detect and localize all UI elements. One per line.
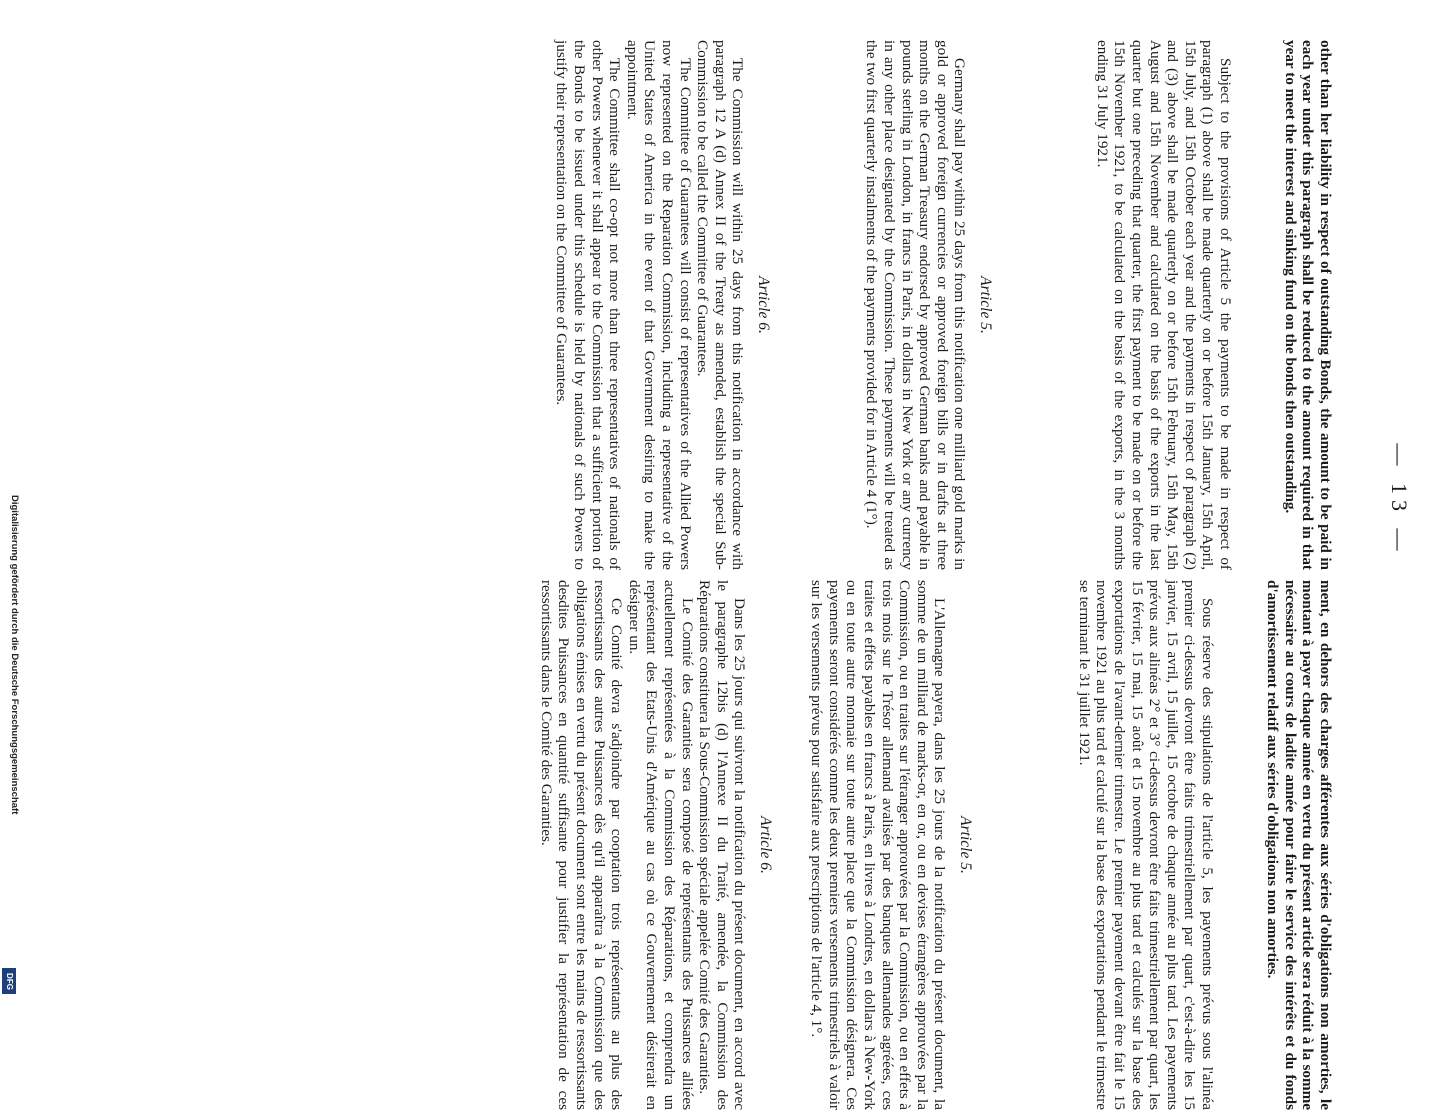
- english-intro-paragraph: other than her liability in respect of outstanding Bonds, the amount to be paid in each year under this paragraph shall be reduced to the amount required in that year to meet the interest and sinking fund on the bonds then outstanding.: [1281, 40, 1334, 570]
- digitization-credit: Digitalisierung gefördert durch die Deutsche Forschungsgemeinschaft: [9, 495, 20, 815]
- french-article6-paragraph-3: Ce Comité devra s'adjoindre par cooptation trois représentants au plus des ressortissants des autres Puissances dès qu'il apparaîtra à la Commission que des obligations émises en vertu du présent document sont entre les mains de ressortissants desdites Puissances en quantité suffisante pour justifier la représentation de ces ressortissants dans le Comité des Garanties.: [537, 580, 626, 1110]
- french-sous-paragraph: Sous réserve des stipulations de l'article 5, les payements prévus sous l'alinéa premier ci-dessus devront être faits trimestriellement par quart, c'est-à-dire les 15 janvier, 15 avril, 15 juillet, 15 octobre de chaque année au plus tard. Les payements prévus aux alinéas 2° et 3° ci-dessus devront être faits trimestriellement par quart, les 15 février, 15 mai, 15 août et 15 novembre au plus tard et calculés sur la base des exportations de l'avant-dernier trimestre. Le premier payement devant être fait le 15 novembre 1921 au plus tard et calculé sur la base des exportations pendant le trimestre se terminant le 31 juillet 1921.: [1075, 580, 1216, 1110]
- page-number: — 13 —: [1387, 443, 1412, 557]
- french-article5-title: Article 5.: [957, 816, 974, 874]
- english-article5-block: [863, 40, 994, 570]
- english-article6-block: [553, 40, 772, 570]
- dfg-logo-text: DFG: [4, 972, 14, 990]
- english-subject-block: [1093, 40, 1234, 570]
- english-intro-block: [1281, 40, 1334, 570]
- french-article6-block: [537, 580, 774, 1110]
- french-intro-block: [1264, 580, 1334, 1110]
- french-sous-block: [1075, 580, 1216, 1110]
- french-article6-title: Article 6.: [757, 816, 774, 874]
- english-article6-title: Article 6.: [755, 276, 772, 334]
- french-intro-paragraph: ment, en dehors des charges afférentes aux séries d'obligations non amorties, le montant à payer chaque année en vertu du présent article sera réduit à la somme nécessaire au cours de ladite année pour faire le service des intérêts et du fonds d'amortissement relatif aux séries d'obligations non amorties.: [1264, 580, 1334, 1110]
- english-article6-paragraph-1: The Commission will within 25 days from this notification in accordance with paragraph 12 A (d) Annex II of the Treaty as amended, establish the special Sub-Commission to be called the Committee of Guarantees.: [694, 40, 747, 570]
- french-article5-block: [808, 580, 974, 1110]
- english-article5-title: Article 5.: [977, 276, 994, 334]
- french-article6-paragraph-1: Dans les 25 jours qui suivront la notification du présent document, en accord avec le paragraphe 12bis (d) l'Annexe II du Traité, amendée, la Commission des Réparations constituera la Sous-Commission spéciale appelée Comité des Garanties.: [696, 580, 749, 1110]
- french-article5-paragraph: L'Allemagne payera, dans les 25 jours de la notification du présent document, la somme de un milliard de marks-or, en or, ou en devises étrangères approuvées par la Commission, ou en traites sur l'étranger approuvées par la Commission, ou en effets à trois mois sur le Trésor allemand avalisés par des banques allemandes agréées, ces traites et effets payables en francs à Paris, en livres à Londres, en dollars à New-York ou en toute autre monnaie sur toute autre place que la Commission désignera. Ces payements seront considérés comme les deux premiers versements trimestriels à valoir sur les versements prévus pour satisfaire aux prescriptions de l'article 4, 1°.: [808, 580, 949, 1110]
- english-subject-paragraph: Subject to the provisions of Article 5 the payments to be made in respect of paragraph (1) above shall be made quarterly on or before 15th January, 15th April, 15th July, and 15th October each year and the payments in respect of paragraph (2) and (3) above shall be made quarterly on or before 15th February, 15th May, 15th August and 15th November and calculated on the basis of the exports in the last quarter but one preceding that quarter, the first payment to be made on or before the 15th November 1921, to be calculated on the basis of the exports, in the 3 months ending 31 July 1921.: [1093, 40, 1234, 570]
- english-article5-paragraph: Germany shall pay within 25 days from this notification one milliard gold marks in gold or approved foreign currencies or approved foreign bills or in drafts at three months on the German Treasury endorsed by approved German banks and payable in pounds sterling in London, in francs in Paris, in dollars in New York or any currency in any other place designated by the Commission. These payments will be treated as the two first quarterly instalments of the payments provided for in Article 4 (1°).: [863, 40, 969, 570]
- french-article6-paragraph-2: Le Comité des Garanties sera composé de représentants des Puissances alliées actuellement représentées à la Commission des Réparations, et comprendra un représentant des Etats-Unis d'Amérique au cas où ce Gouvernement désirerait en désigner un.: [625, 580, 696, 1110]
- english-article6-paragraph-2: The Committee of Guarantees will consist of representatives of the Allied Powers now represented on the Reparation Commission, including a representative of the United States of America in the event of that Government desiring to make the appointment.: [623, 40, 694, 570]
- english-article6-paragraph-3: The Committee shall co-opt not more than three representatives of nationals of other Powers whenever it shall appear to the Commission that a sufficient portion of the Bonds to be issued under this schedule is held by nationals of such Powers to justify their representation on the Committee of Guarantees.: [553, 40, 624, 570]
